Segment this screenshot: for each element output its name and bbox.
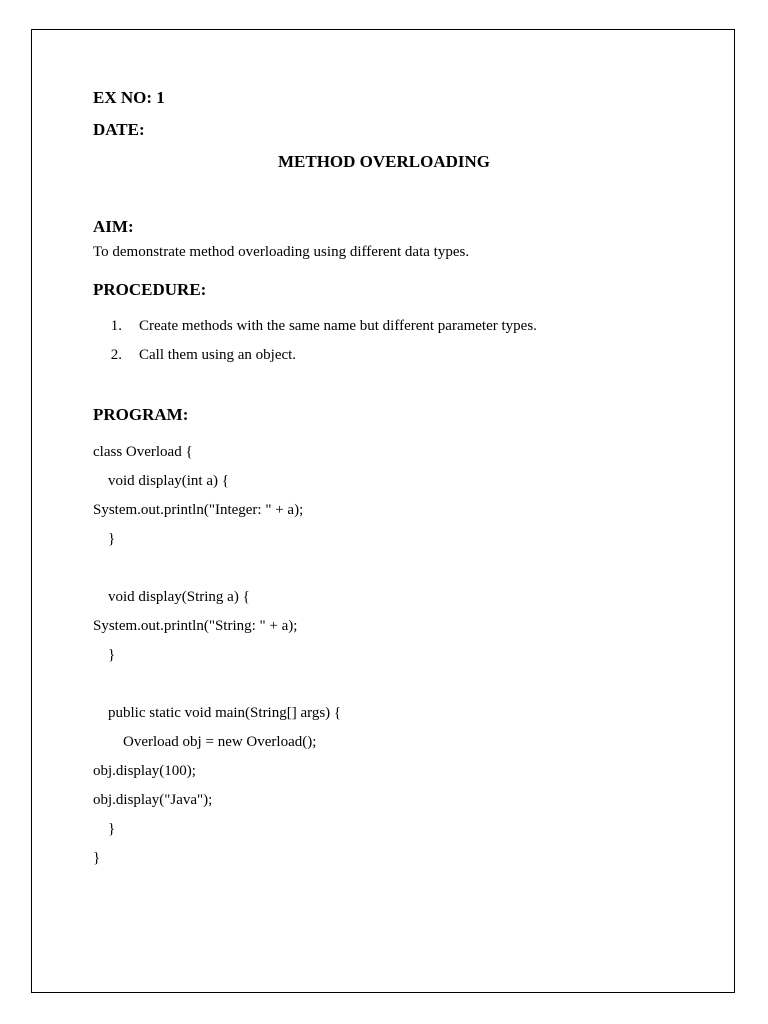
document-title: METHOD OVERLOADING (277, 152, 491, 171)
code-line: } (93, 821, 116, 837)
code-line: void display(int a) { (93, 473, 229, 489)
code-line: obj.display("Java"); (93, 792, 213, 808)
procedure-step-number: 1. (110, 318, 122, 334)
code-line: void display(String a) { (93, 589, 250, 605)
code-line: System.out.println("String: " + a); (93, 618, 298, 634)
code-line: Overload obj = new Overload(); (93, 734, 317, 750)
code-line: } (93, 647, 116, 663)
procedure-step-number: 2. (110, 347, 122, 363)
code-line: obj.display(100); (93, 763, 196, 779)
aim-text: To demonstrate method overloading using different data types. (93, 244, 470, 260)
code-line: public static void main(String[] args) { (93, 705, 342, 721)
procedure-step-text: Create methods with the same name but different parameter types. (139, 318, 537, 334)
code-line: } (93, 850, 101, 866)
aim-heading: AIM: (93, 217, 134, 236)
code-line: System.out.println("Integer: " + a); (93, 502, 304, 518)
program-heading: PROGRAM: (93, 405, 189, 424)
date-label: DATE: (93, 120, 145, 139)
code-line: } (93, 531, 116, 547)
procedure-heading: PROCEDURE: (93, 280, 207, 299)
procedure-step-text: Call them using an object. (139, 347, 297, 363)
code-line: class Overload { (93, 444, 193, 460)
ex-no-label: EX NO: 1 (93, 88, 165, 107)
